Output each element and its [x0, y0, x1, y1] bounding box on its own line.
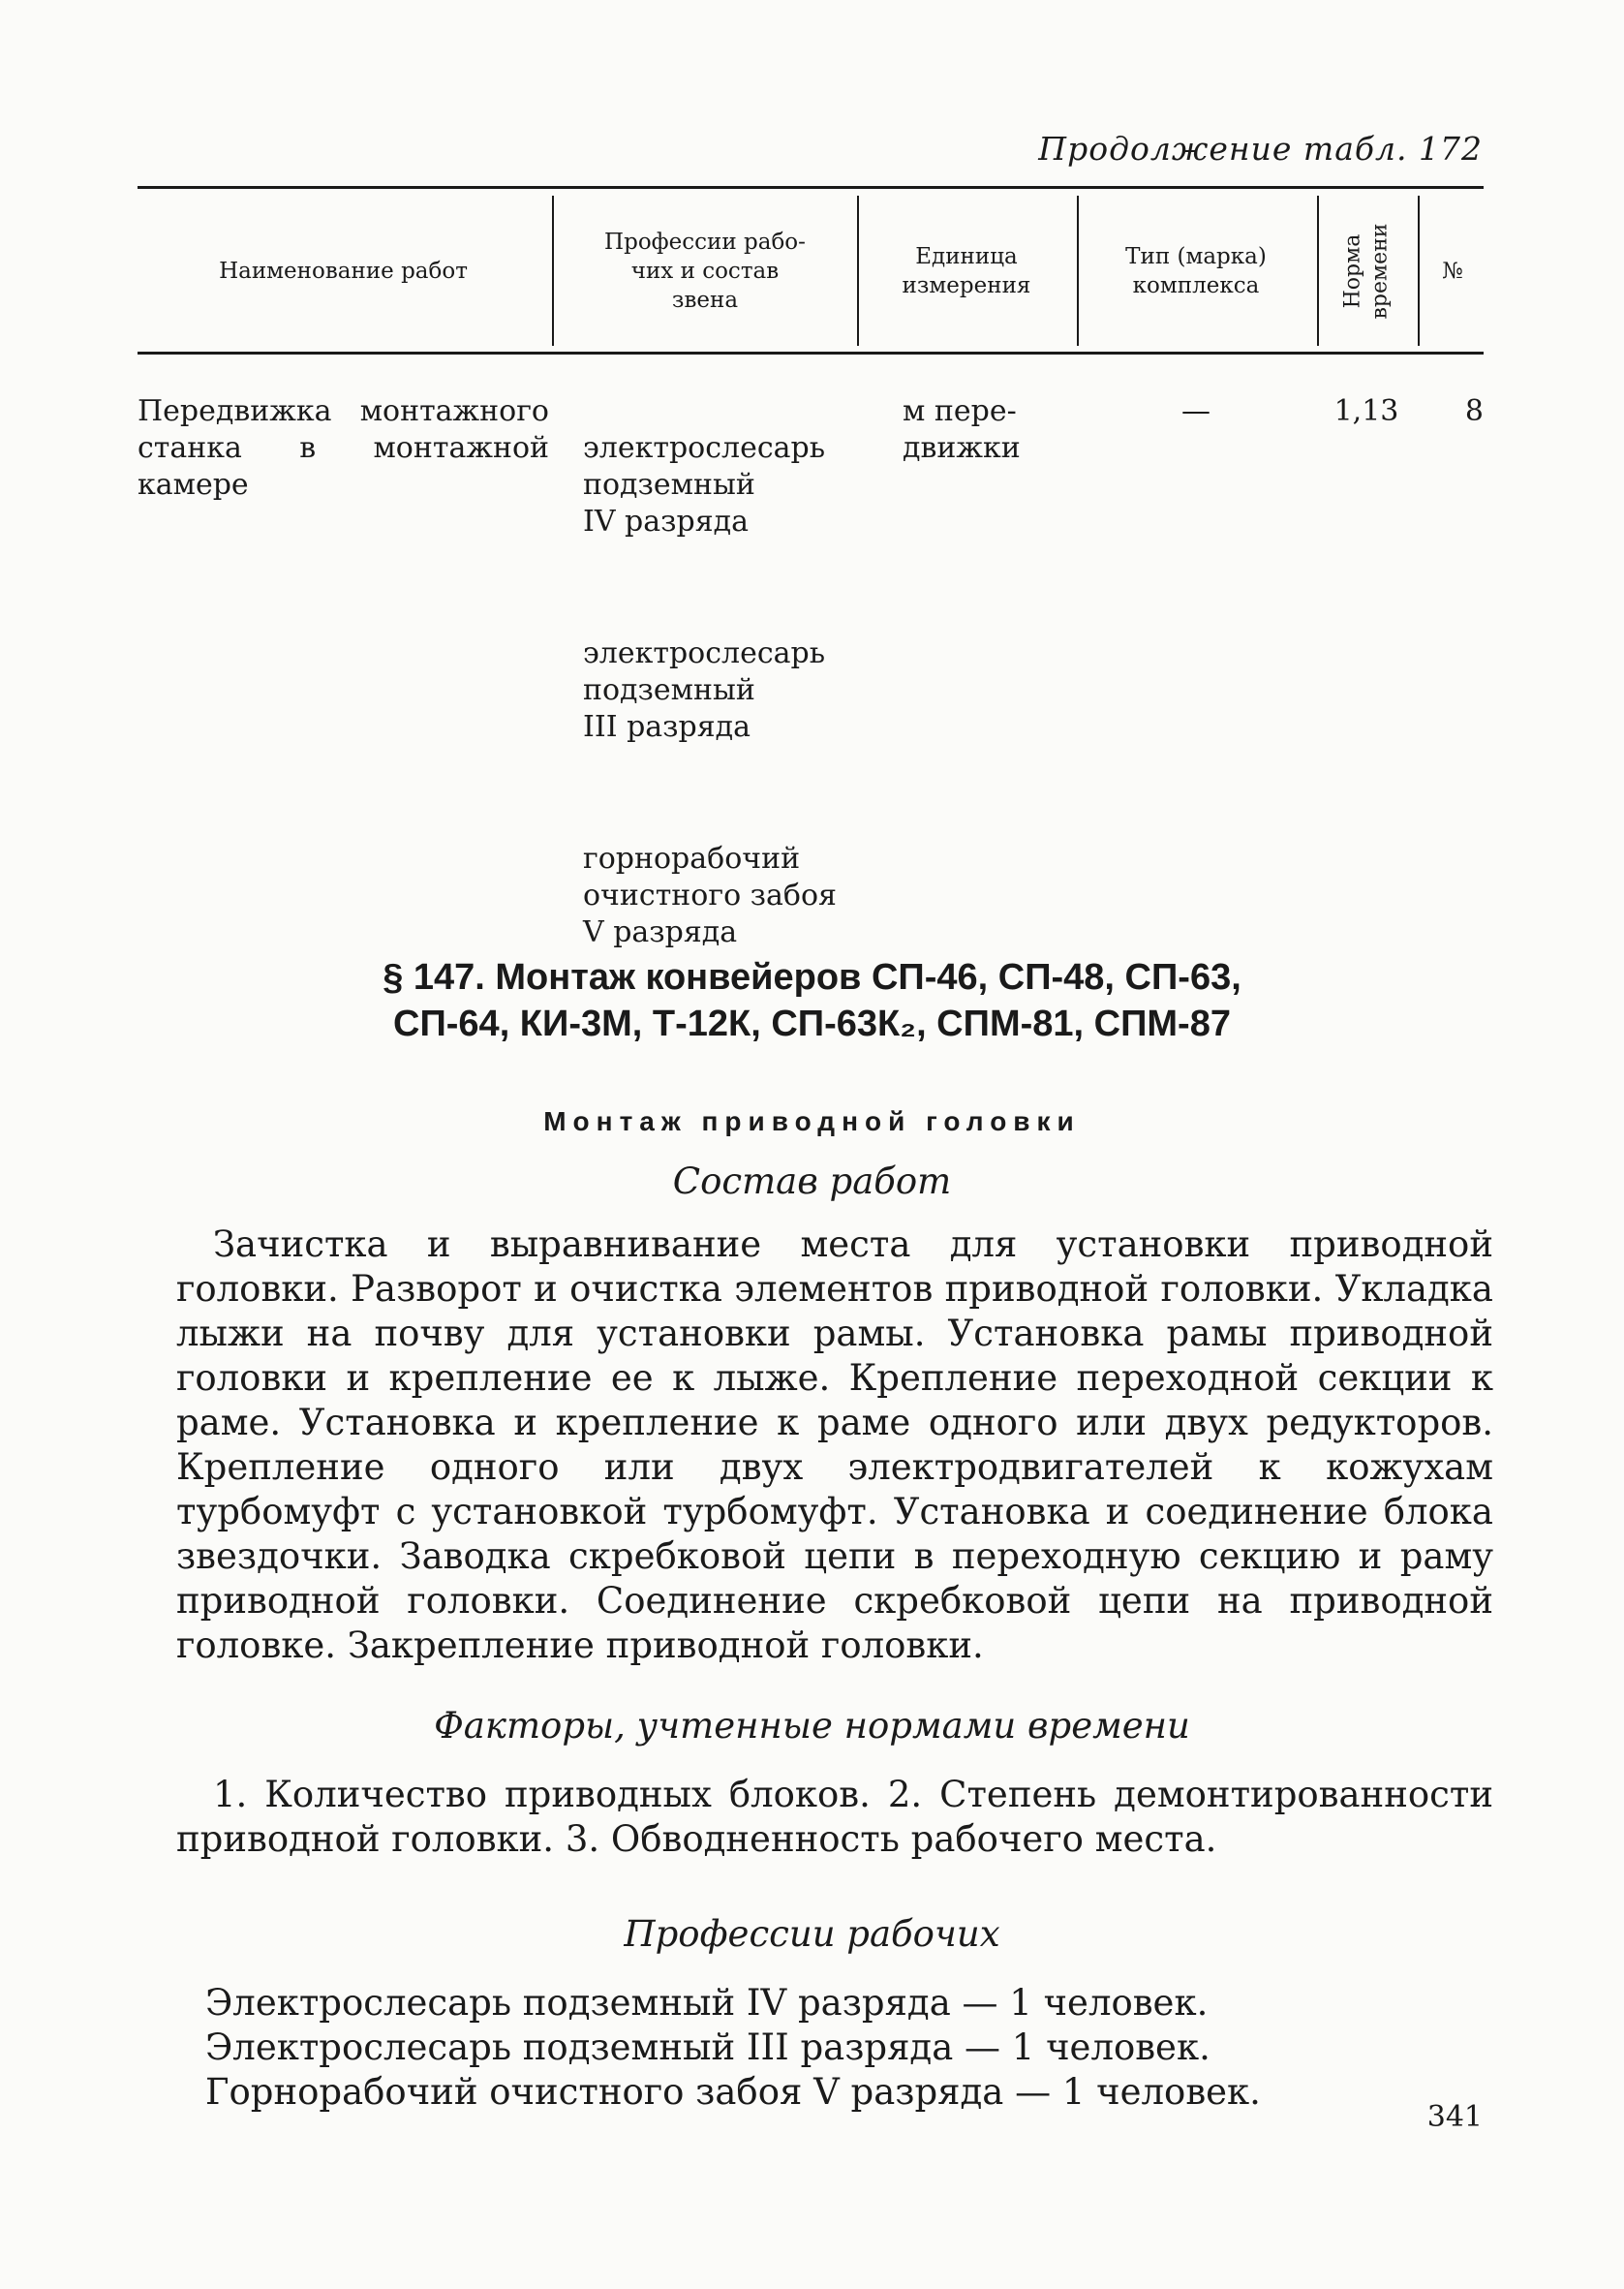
- subsection-heading: Монтаж приводной головки: [543, 1106, 1081, 1136]
- header-complex-type: Тип (марка) комплекса: [1125, 243, 1267, 298]
- workers-heading: Профессии рабочих: [624, 1913, 1000, 1955]
- composition-paragraph: Зачистка и выравнивание места для установки приводной головки. Разворот и очистка элементов приводной головки. Укладка лыжи на почву для установки рамы. Установка рамы приводной головки и крепление ее к лыже. Крепление переходной секции к раме. Установка и крепление к раме одного или двух редукторов. Крепление одного или двух электродвигателей к кожухам турбомуфт с установкой турбомуфт. Установка и соединение блока звездочки. Заводка скребковой цепи в переходную секцию и раму приводной головки. Соединение скребковой цепи на приводной головке. Закрепление приводной головки.: [176, 1223, 1493, 1666]
- work-name-cell: Передвижка монтажного станка в монтажной камере: [138, 394, 549, 502]
- section-title: [0, 954, 1624, 1047]
- profession-entry: горнорабочий очистного забоя V разряда: [583, 842, 837, 949]
- row-number-cell: 8: [1464, 394, 1484, 428]
- workers-list: [205, 1981, 1261, 2115]
- time-norm-cell: 1,13: [1333, 394, 1399, 428]
- composition-heading: Состав работ: [672, 1160, 952, 1202]
- factors-paragraph: 1. Количество приводных блоков. 2. Степень демонтированности приводной головки. 3. Обводненность рабочего места.: [176, 1774, 1493, 1860]
- header-number: №: [1442, 258, 1463, 284]
- section-title-line: СП-64, КИ-3М, Т-12К, СП-63К₂, СПМ-81, СПМ-87: [393, 1004, 1231, 1044]
- column-divider: [857, 196, 859, 346]
- table-header-rule: [138, 352, 1484, 355]
- profession-entry: электрослесарь подземный IV разряда: [583, 431, 826, 539]
- profession-entry: электрослесарь подземный III разряда: [583, 636, 826, 744]
- table-continuation-label: Продолжение табл. 172: [1038, 130, 1483, 168]
- page-number: 341: [1426, 2100, 1483, 2134]
- worker-entry: Электрослесарь подземный III разряда — 1 человек.: [205, 2026, 1210, 2068]
- unit-cell: м пере- движки: [903, 394, 1021, 465]
- header-unit: Единица измерения: [902, 243, 1031, 298]
- column-divider: [1418, 196, 1420, 346]
- column-divider: [552, 196, 554, 346]
- table-top-rule: [138, 186, 1484, 189]
- header-time-norm: Норма времени: [1340, 223, 1393, 319]
- factors-heading: Факторы, учтенные нормами времени: [434, 1705, 1190, 1747]
- section-title-line: § 147. Монтаж конвейеров СП-46, СП-48, СП-63,: [383, 957, 1241, 998]
- header-work-name: Наименование работ: [219, 258, 468, 284]
- header-professions: Профессии рабо- чих и состав звена: [604, 229, 806, 313]
- complex-type-cell: —: [1181, 394, 1210, 428]
- worker-entry: Горнорабочий очистного забоя V разряда — 1 человек.: [205, 2071, 1261, 2113]
- professions-cell: [583, 393, 873, 1046]
- worker-entry: Электрослесарь подземный IV разряда — 1 человек.: [205, 1982, 1209, 2024]
